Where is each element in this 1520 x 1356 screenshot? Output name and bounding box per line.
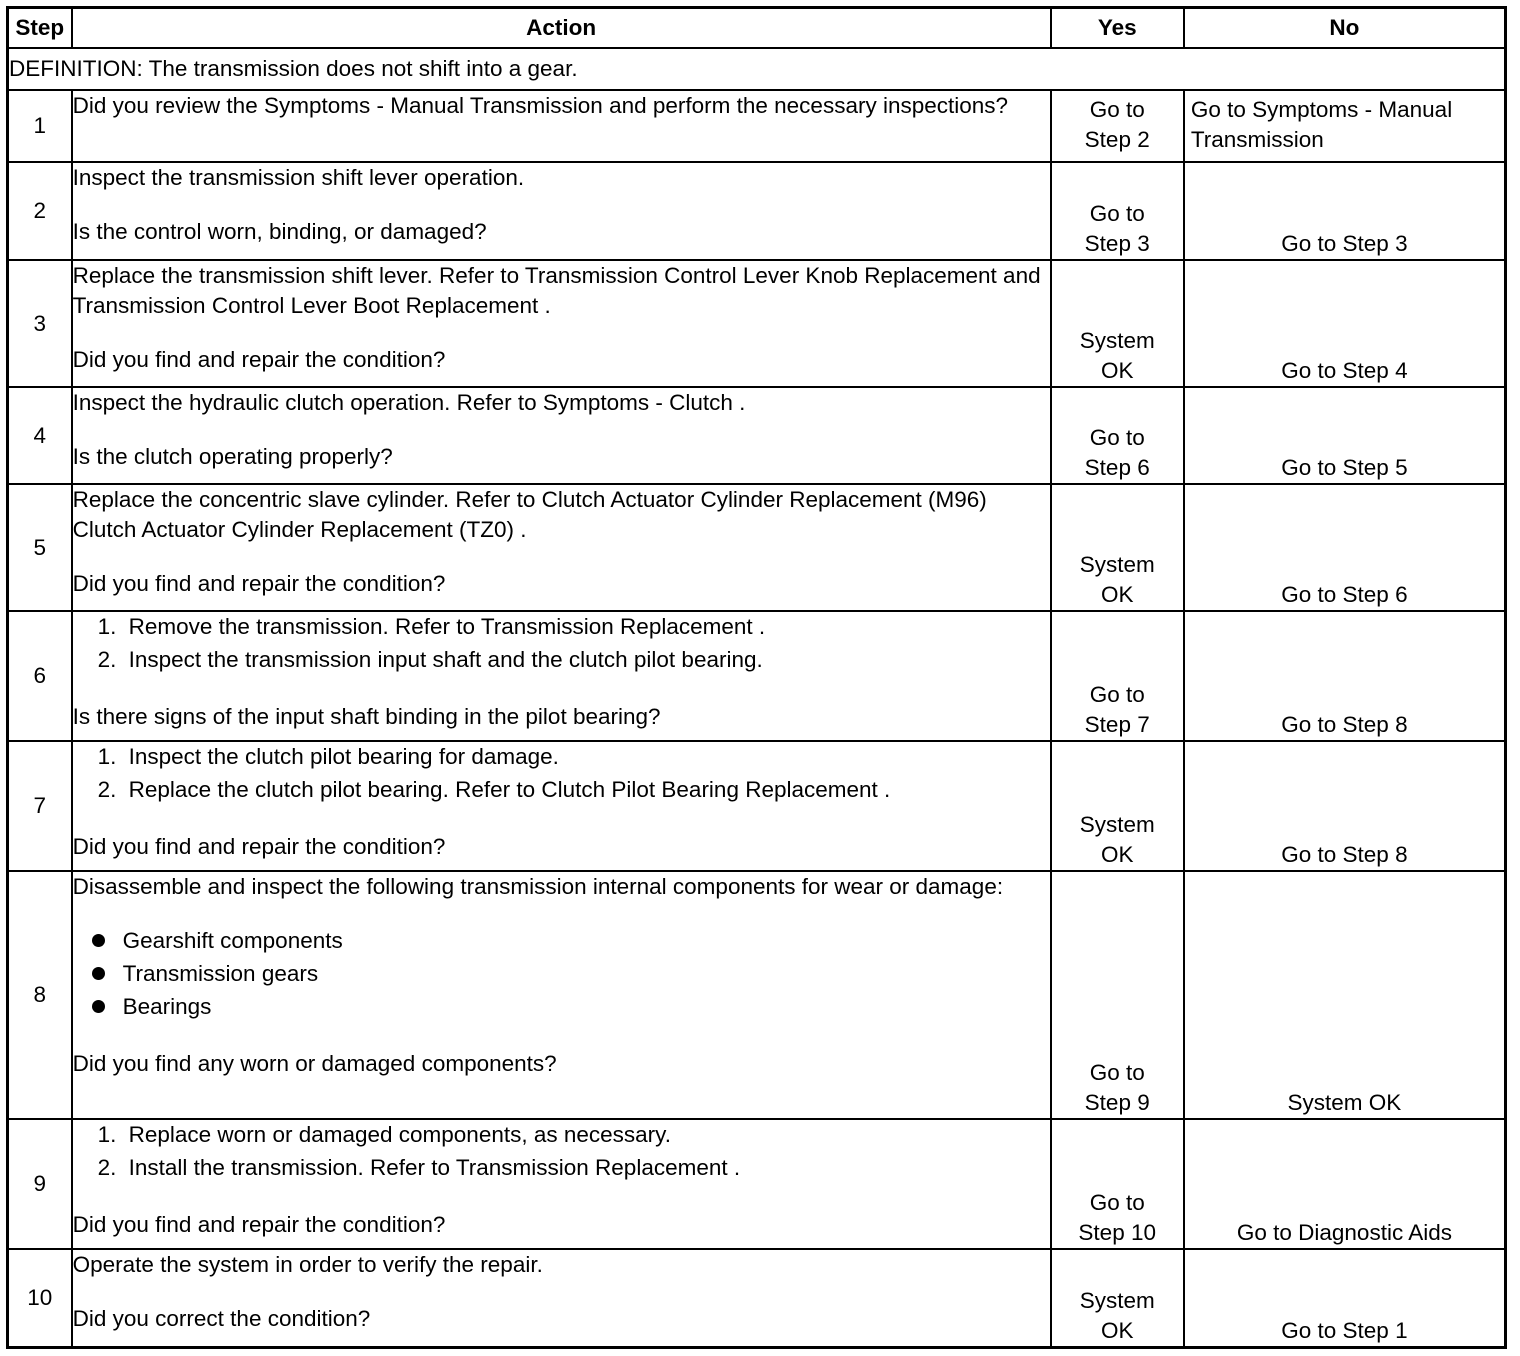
no-cell: Go to Step 1 [1184,1249,1506,1347]
list-item: Bearings [123,992,1050,1022]
yes-line-1: Go to [1089,1190,1145,1215]
yes-line-1: Go to [1089,1060,1145,1085]
step-number: 10 [8,1249,72,1347]
action-cell [72,90,1051,162]
action-text: Inspect the transmission shift lever operation. [72,165,525,190]
yes-cell [1051,611,1184,741]
table-row-step-2 [8,162,1506,260]
table-row-step-8 [8,871,1506,1119]
table-row-step-1 [8,90,1506,162]
bullet-list [73,926,1050,1022]
action-cell [72,260,1051,387]
list-item: Gearshift components [123,926,1050,956]
table-row-step-5 [8,484,1506,611]
table-row-step-6 [8,611,1506,741]
question-text: Did you find and repair the condition? [72,347,446,372]
step-number: 7 [8,741,72,871]
step-number: 2 [8,162,72,260]
yes-cell [1051,387,1184,484]
action-cell [72,1119,1051,1249]
question-text: Did you correct the condition? [72,1306,371,1331]
action-text: Inspect the hydraulic clutch operation. Refer to Symptoms - Clutch . [72,390,746,415]
step-number: 9 [8,1119,72,1249]
no-cell: Go to Step 8 [1184,611,1506,741]
header-no: No [1184,8,1506,49]
no-cell: Go to Step 6 [1184,484,1506,611]
action-cell [72,484,1051,611]
question-text: Did you find and repair the condition? [72,834,446,859]
no-cell: Go to Step 3 [1184,162,1506,260]
yes-line-2: OK [1100,582,1134,607]
yes-line-2: Step 7 [1084,712,1150,737]
yes-line-1: Go to [1089,97,1145,122]
no-cell: Go to Step 4 [1184,260,1506,387]
yes-line-1: Go to [1089,682,1145,707]
yes-cell [1051,871,1184,1119]
yes-cell [1051,90,1184,162]
action-text: Operate the system in order to verify the repair. [72,1252,543,1277]
yes-cell [1051,260,1184,387]
header-action: Action [72,8,1051,49]
table-row-step-9 [8,1119,1506,1249]
question-text: Is the clutch operating properly? [72,444,393,469]
yes-line-2: Step 6 [1084,455,1150,480]
no-cell: System OK [1184,871,1506,1119]
action-cell [72,611,1051,741]
list-item: 1. Remove the transmission. Refer to Transmission Replacement . [123,612,1050,642]
step-number: 1 [8,90,72,162]
table-row-step-3 [8,260,1506,387]
action-text: Replace the transmission shift lever. Refer to Transmission Control Lever Knob Replacement and Transmission Control Lever Boot Replacement . [72,263,1041,318]
action-cell [72,1249,1051,1347]
yes-line-1: System [1079,812,1155,837]
no-cell: Go to Step 8 [1184,741,1506,871]
table-row-step-10 [8,1249,1506,1347]
question-text: Is there signs of the input shaft binding in the pilot bearing? [72,704,661,729]
action-text: Disassemble and inspect the following transmission internal components for wear or damage: [72,874,1004,899]
list-item: Transmission gears [123,959,1050,989]
numbered-list [73,742,1050,805]
list-item: 1. Replace worn or damaged components, as necessary. [123,1120,1050,1150]
yes-line-1: Go to [1089,425,1145,450]
question-text: Is the control worn, binding, or damaged? [72,219,487,244]
definition-row [8,48,1506,90]
question-text: Did you find and repair the condition? [72,571,446,596]
no-cell: Go to Step 5 [1184,387,1506,484]
no-cell: Go to Symptoms - Manual Transmission [1184,90,1506,162]
yes-line-1: System [1079,328,1155,353]
step-number: 3 [8,260,72,387]
numbered-list [73,612,1050,675]
table-row-step-7 [8,741,1506,871]
question-text: Did you find and repair the condition? [72,1212,446,1237]
definition-text: DEFINITION: The transmission does not shift into a gear. [8,48,1506,90]
yes-line-2: OK [1100,358,1134,383]
action-cell [72,387,1051,484]
yes-cell [1051,162,1184,260]
action-text: Replace the concentric slave cylinder. Refer to Clutch Actuator Cylinder Replacement (M96) Clutch Actuator Cylinder Replacement (TZ0) . [72,487,987,542]
yes-line-1: System [1079,552,1155,577]
yes-line-2: Step 9 [1084,1090,1150,1115]
yes-line-2: OK [1100,1317,1134,1343]
step-number: 8 [8,871,72,1119]
step-number: 4 [8,387,72,484]
list-item: 2. Inspect the transmission input shaft and the clutch pilot bearing. [123,645,1050,675]
yes-line-2: Step 10 [1078,1220,1156,1245]
yes-cell [1051,1119,1184,1249]
table-row-step-4 [8,387,1506,484]
action-cell [72,741,1051,871]
action-cell [72,871,1051,1119]
yes-line-2: Step 2 [1084,127,1150,152]
numbered-list [73,1120,1050,1183]
header-step: Step [8,8,72,49]
header-row [8,8,1506,49]
step-number: 5 [8,484,72,611]
yes-cell [1051,741,1184,871]
diagnostic-table [6,6,1507,1349]
yes-line-1: Go to [1089,201,1145,226]
list-item: 1. Inspect the clutch pilot bearing for damage. [123,742,1050,772]
step-number: 6 [8,611,72,741]
yes-line-2: OK [1100,842,1134,867]
yes-line-2: Step 3 [1084,231,1150,256]
question-text: Did you find any worn or damaged components? [72,1051,557,1076]
action-text: Did you review the Symptoms - Manual Transmission and perform the necessary inspections? [72,93,1009,118]
yes-cell [1051,1249,1184,1347]
yes-cell [1051,484,1184,611]
action-cell [72,162,1051,260]
list-item: 2. Replace the clutch pilot bearing. Refer to Clutch Pilot Bearing Replacement . [123,775,1050,805]
yes-line-1: System [1079,1287,1155,1313]
no-cell: Go to Diagnostic Aids [1184,1119,1506,1249]
header-yes: Yes [1051,8,1184,49]
list-item: 2. Install the transmission. Refer to Transmission Replacement . [123,1153,1050,1183]
